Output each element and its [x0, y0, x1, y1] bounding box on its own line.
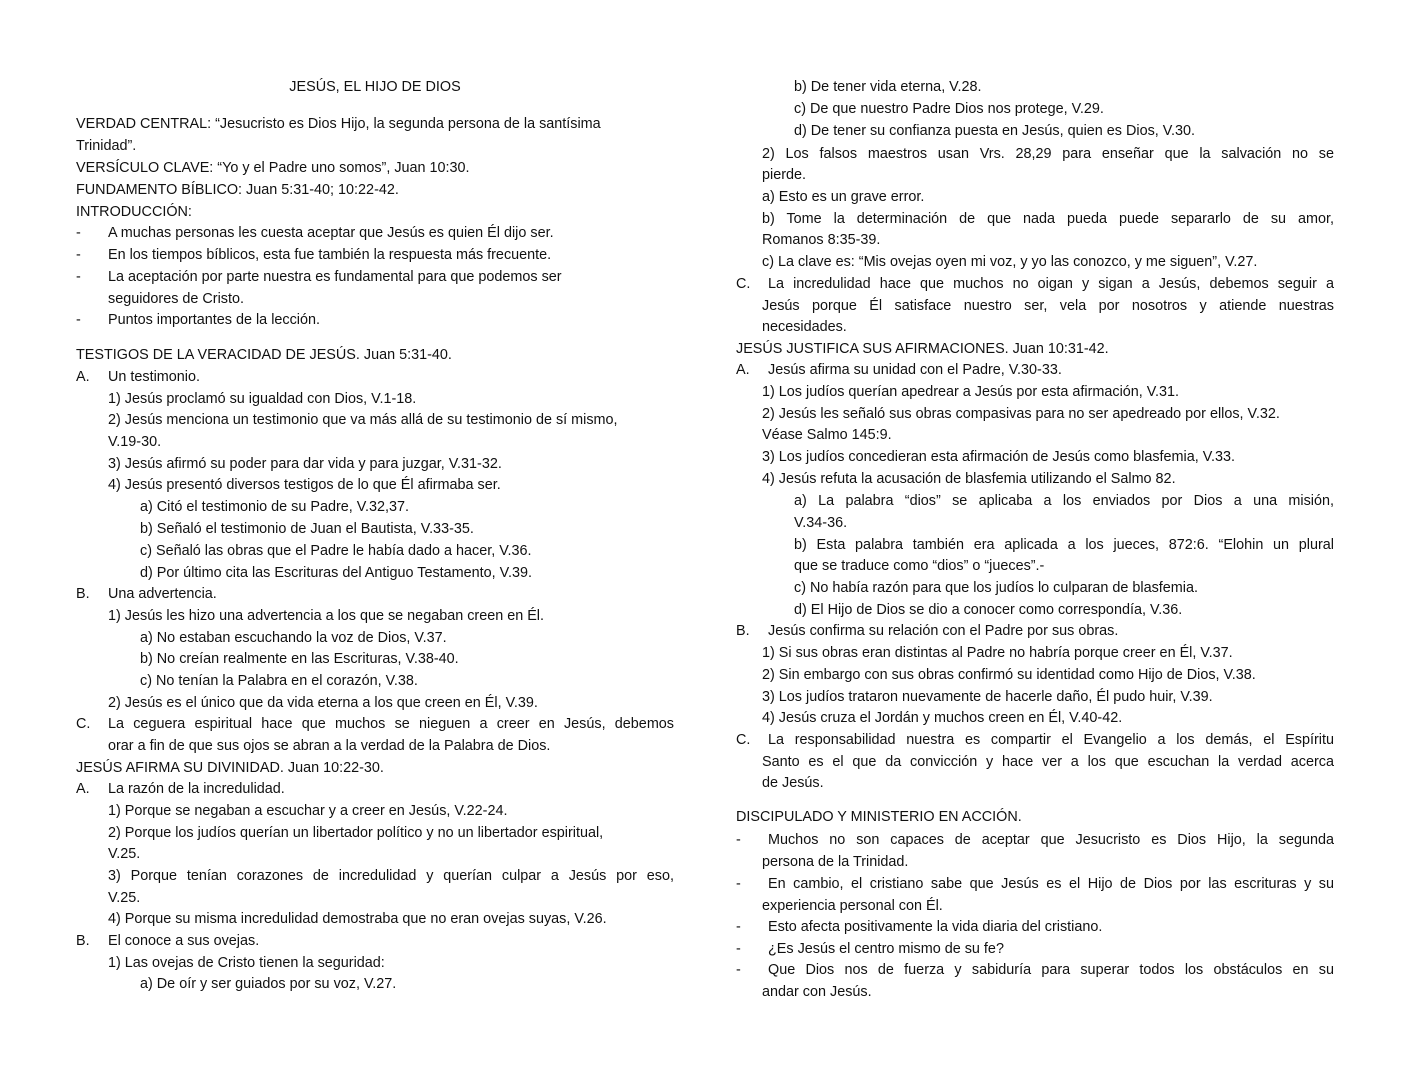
text-line: JESÚS JUSTIFICA SUS AFIRMACIONES. Juan 10:31-42.	[736, 341, 1109, 357]
text-line: seguidores de Cristo.	[108, 291, 244, 307]
bullet-item	[736, 959, 1334, 981]
item-text: Que Dios nos de fuerza y sabiduría para superar todos los obstáculos en su	[768, 962, 1334, 978]
text-line: a) La palabra “dios” se aplicaba a los enviados por Dios a una misión,	[794, 493, 1334, 509]
text-line: c) Señaló las obras que el Padre le había dado a hacer, V.36.	[140, 543, 532, 559]
item-text: La aceptación por parte nuestra es fundamental para que podemos ser	[108, 269, 562, 285]
outline-marker: B.	[76, 586, 90, 602]
bullet-marker: -	[736, 832, 741, 848]
text-line: de Jesús.	[762, 775, 824, 791]
bullet-marker: -	[76, 225, 81, 241]
document-title: JESÚS, EL HIJO DE DIOS	[289, 79, 461, 95]
item-text: Una advertencia.	[108, 586, 217, 602]
text-line: 2) Jesús es el único que da vida eterna a los que creen en Él, V.39.	[108, 695, 538, 711]
item-text: A muchas personas les cuesta aceptar que Jesús es quien Él dijo ser.	[108, 225, 554, 241]
text-line: a) No estaban escuchando la voz de Dios, V.37.	[140, 630, 447, 646]
text-line: d) De tener su confianza puesta en Jesús, quien es Dios, V.30.	[794, 123, 1196, 139]
bullet-marker: -	[736, 876, 741, 892]
text-line: 2) Porque los judíos querían un libertador político y no un libertador espiritual,	[108, 825, 604, 841]
outline-marker: B.	[736, 623, 750, 639]
text-line: andar con Jesús.	[762, 984, 872, 1000]
bullet-marker: -	[76, 269, 81, 285]
text-line: b) No creían realmente en las Escrituras, V.38-40.	[140, 651, 459, 667]
bullet-item	[736, 873, 1334, 895]
text-line: b) Tome la determinación de que nada pueda puede separarlo de su amor,	[762, 211, 1334, 227]
text-line: que se traduce como “dios” o “jueces”.-	[794, 558, 1045, 574]
outline-marker: A.	[736, 362, 750, 378]
outline-marker: C.	[736, 276, 751, 292]
item-text: Puntos importantes de la lección.	[108, 312, 320, 328]
text-line: c) No había razón para que los judíos lo culparan de blasfemia.	[794, 580, 1198, 596]
bullet-marker: -	[76, 312, 81, 328]
text-line: persona de la Trinidad.	[762, 854, 909, 870]
label-line: VERSÍCULO CLAVE: “Yo y el Padre uno somos”, Juan 10:30.	[76, 160, 470, 176]
text-line: 4) Jesús refuta la acusación de blasfemia utilizando el Salmo 82.	[762, 471, 1176, 487]
text-line: 2) Sin embargo con sus obras confirmó su identidad como Hijo de Dios, V.38.	[762, 667, 1256, 683]
section-heading: INTRODUCCIÓN:	[76, 204, 192, 220]
outline-item	[76, 366, 674, 388]
text-line: necesidades.	[762, 319, 847, 335]
text-line: 1) Jesús les hizo una advertencia a los que se negaban creen en Él.	[108, 608, 544, 624]
item-text: El conoce a sus ovejas.	[108, 933, 260, 949]
outline-item	[76, 583, 674, 605]
text-line: experiencia personal con Él.	[762, 898, 943, 914]
bullet-item	[736, 916, 1334, 938]
outline-item	[76, 778, 674, 800]
outline-marker: A.	[76, 369, 90, 385]
text-line: 4) Jesús presentó diversos testigos de lo que Él afirmaba ser.	[108, 477, 501, 493]
outline-marker: C.	[76, 716, 91, 732]
outline-item	[736, 359, 1334, 381]
text-line: 1) Jesús proclamó su igualdad con Dios, V.1-18.	[108, 391, 417, 407]
outline-item	[736, 273, 1334, 295]
outline-item	[736, 729, 1334, 751]
outline-marker: B.	[76, 933, 90, 949]
text-line: V.19-30.	[108, 434, 162, 450]
label-line: VERDAD CENTRAL: “Jesucristo es Dios Hijo, la segunda persona de la santísima	[76, 116, 601, 132]
text-line: JESÚS AFIRMA SU DIVINIDAD. Juan 10:22-30.	[76, 760, 384, 776]
item-text: La incredulidad hace que muchos no oigan y sigan a Jesús, debemos seguir a	[768, 276, 1334, 292]
item-text: En cambio, el cristiano sabe que Jesús es el Hijo de Dios por las escrituras y su	[768, 876, 1334, 892]
text-line: 4) Porque su misma incredulidad demostraba que no eran ovejas suyas, V.26.	[108, 911, 607, 927]
bullet-item	[76, 222, 674, 244]
bullet-item	[736, 938, 1334, 960]
bullet-marker: -	[736, 941, 741, 957]
text-line: 2) Jesús menciona un testimonio que va más allá de su testimonio de sí mismo,	[108, 412, 618, 428]
text-line: a) De oír y ser guiados por su voz, V.27.	[140, 976, 397, 992]
text-line: Jesús porque Él satisface nuestro ser, vela por nosotros y atiende nuestras	[762, 298, 1334, 314]
outline-item	[76, 930, 674, 952]
text-line: 3) Los judíos trataron nuevamente de hacerle daño, Él pudo huir, V.39.	[762, 689, 1213, 705]
text-line: a) Citó el testimonio de su Padre, V.32,37.	[140, 499, 410, 515]
text-line: a) Esto es un grave error.	[762, 189, 925, 205]
outline-item	[76, 713, 674, 735]
text-line: pierde.	[762, 167, 807, 183]
text-line: Véase Salmo 145:9.	[762, 427, 892, 443]
text-line: 1) Las ovejas de Cristo tienen la seguridad:	[108, 955, 385, 971]
text-line: Trinidad”.	[76, 138, 137, 154]
text-line: d) Por último cita las Escrituras del Antiguo Testamento, V.39.	[140, 565, 532, 581]
text-line: d) El Hijo de Dios se dio a conocer como correspondía, V.36.	[794, 602, 1183, 618]
text-line: 1) Los judíos querían apedrear a Jesús por esta afirmación, V.31.	[762, 384, 1180, 400]
item-text: Un testimonio.	[108, 369, 200, 385]
text-line: 1) Porque se negaban a escuchar y a creer en Jesús, V.22-24.	[108, 803, 508, 819]
bullet-item	[76, 266, 674, 288]
item-text: La ceguera espiritual hace que muchos se nieguen a creer en Jesús, debemos	[108, 716, 674, 732]
outline-marker: C.	[736, 732, 751, 748]
text-line: 2) Los falsos maestros usan Vrs. 28,29 para enseñar que la salvación no se	[762, 146, 1334, 162]
item-text: La responsabilidad nuestra es compartir el Evangelio a los demás, el Espíritu	[768, 732, 1334, 748]
text-line: b) De tener vida eterna, V.28.	[794, 79, 982, 95]
item-text: ¿Es Jesús el centro mismo de su fe?	[768, 941, 1004, 957]
text-line: 1) Si sus obras eran distintas al Padre no habría porque creer en Él, V.37.	[762, 645, 1233, 661]
text-line: c) No tenían la Palabra en el corazón, V.38.	[140, 673, 418, 689]
section-heading: DISCIPULADO Y MINISTERIO EN ACCIÓN.	[736, 809, 1022, 825]
outline-marker: A.	[76, 781, 90, 797]
text-line: b) Esta palabra también era aplicada a los jueces, 872:6. “Elohin un plural	[794, 537, 1334, 553]
label-line: FUNDAMENTO BÍBLICO: Juan 5:31-40; 10:22-42.	[76, 182, 399, 198]
text-line: V.25.	[108, 890, 141, 906]
text-line: 3) Porque tenían corazones de incredulidad y querían culpar a Jesús por eso,	[108, 868, 674, 884]
text-line: Romanos 8:35-39.	[762, 232, 881, 248]
text-line: 2) Jesús les señaló sus obras compasivas para no ser apedreado por ellos, V.32.	[762, 406, 1280, 422]
text-line: 4) Jesús cruza el Jordán y muchos creen en Él, V.40-42.	[762, 710, 1123, 726]
text-line: orar a fin de que sus ojos se abran a la verdad de la Palabra de Dios.	[108, 738, 551, 754]
item-text: En los tiempos bíblicos, esta fue también la respuesta más frecuente.	[108, 247, 552, 263]
outline-item	[736, 620, 1334, 642]
text-line: b) Señaló el testimonio de Juan el Bautista, V.33-35.	[140, 521, 474, 537]
text-line: Santo es el que da convicción y hace ver a los que escuchan la verdad acerca	[762, 754, 1334, 770]
item-text: Jesús confirma su relación con el Padre por sus obras.	[768, 623, 1119, 639]
text-line: c) De que nuestro Padre Dios nos protege, V.29.	[794, 101, 1104, 117]
bullet-item	[76, 244, 674, 266]
bullet-item	[76, 309, 674, 331]
item-text: Jesús afirma su unidad con el Padre, V.30-33.	[768, 362, 1062, 378]
text-line: V.25.	[108, 846, 141, 862]
bullet-item	[736, 829, 1334, 851]
text-line: 3) Los judíos concedieran esta afirmación de Jesús como blasfemia, V.33.	[762, 449, 1236, 465]
bullet-marker: -	[736, 962, 741, 978]
item-text: Muchos no son capaces de aceptar que Jesucristo es Dios Hijo, la segunda	[768, 832, 1334, 848]
item-text: La razón de la incredulidad.	[108, 781, 285, 797]
bullet-marker: -	[736, 919, 741, 935]
item-text: Esto afecta positivamente la vida diaria del cristiano.	[768, 919, 1103, 935]
text-line: TESTIGOS DE LA VERACIDAD DE JESÚS. Juan 5:31-40.	[76, 347, 452, 363]
text-line: V.34-36.	[794, 515, 848, 531]
bullet-marker: -	[76, 247, 81, 263]
text-line: 3) Jesús afirmó su poder para dar vida y para juzgar, V.31-32.	[108, 456, 502, 472]
text-line: c) La clave es: “Mis ovejas oyen mi voz, y yo las conozco, y me siguen”, V.27.	[762, 254, 1258, 270]
